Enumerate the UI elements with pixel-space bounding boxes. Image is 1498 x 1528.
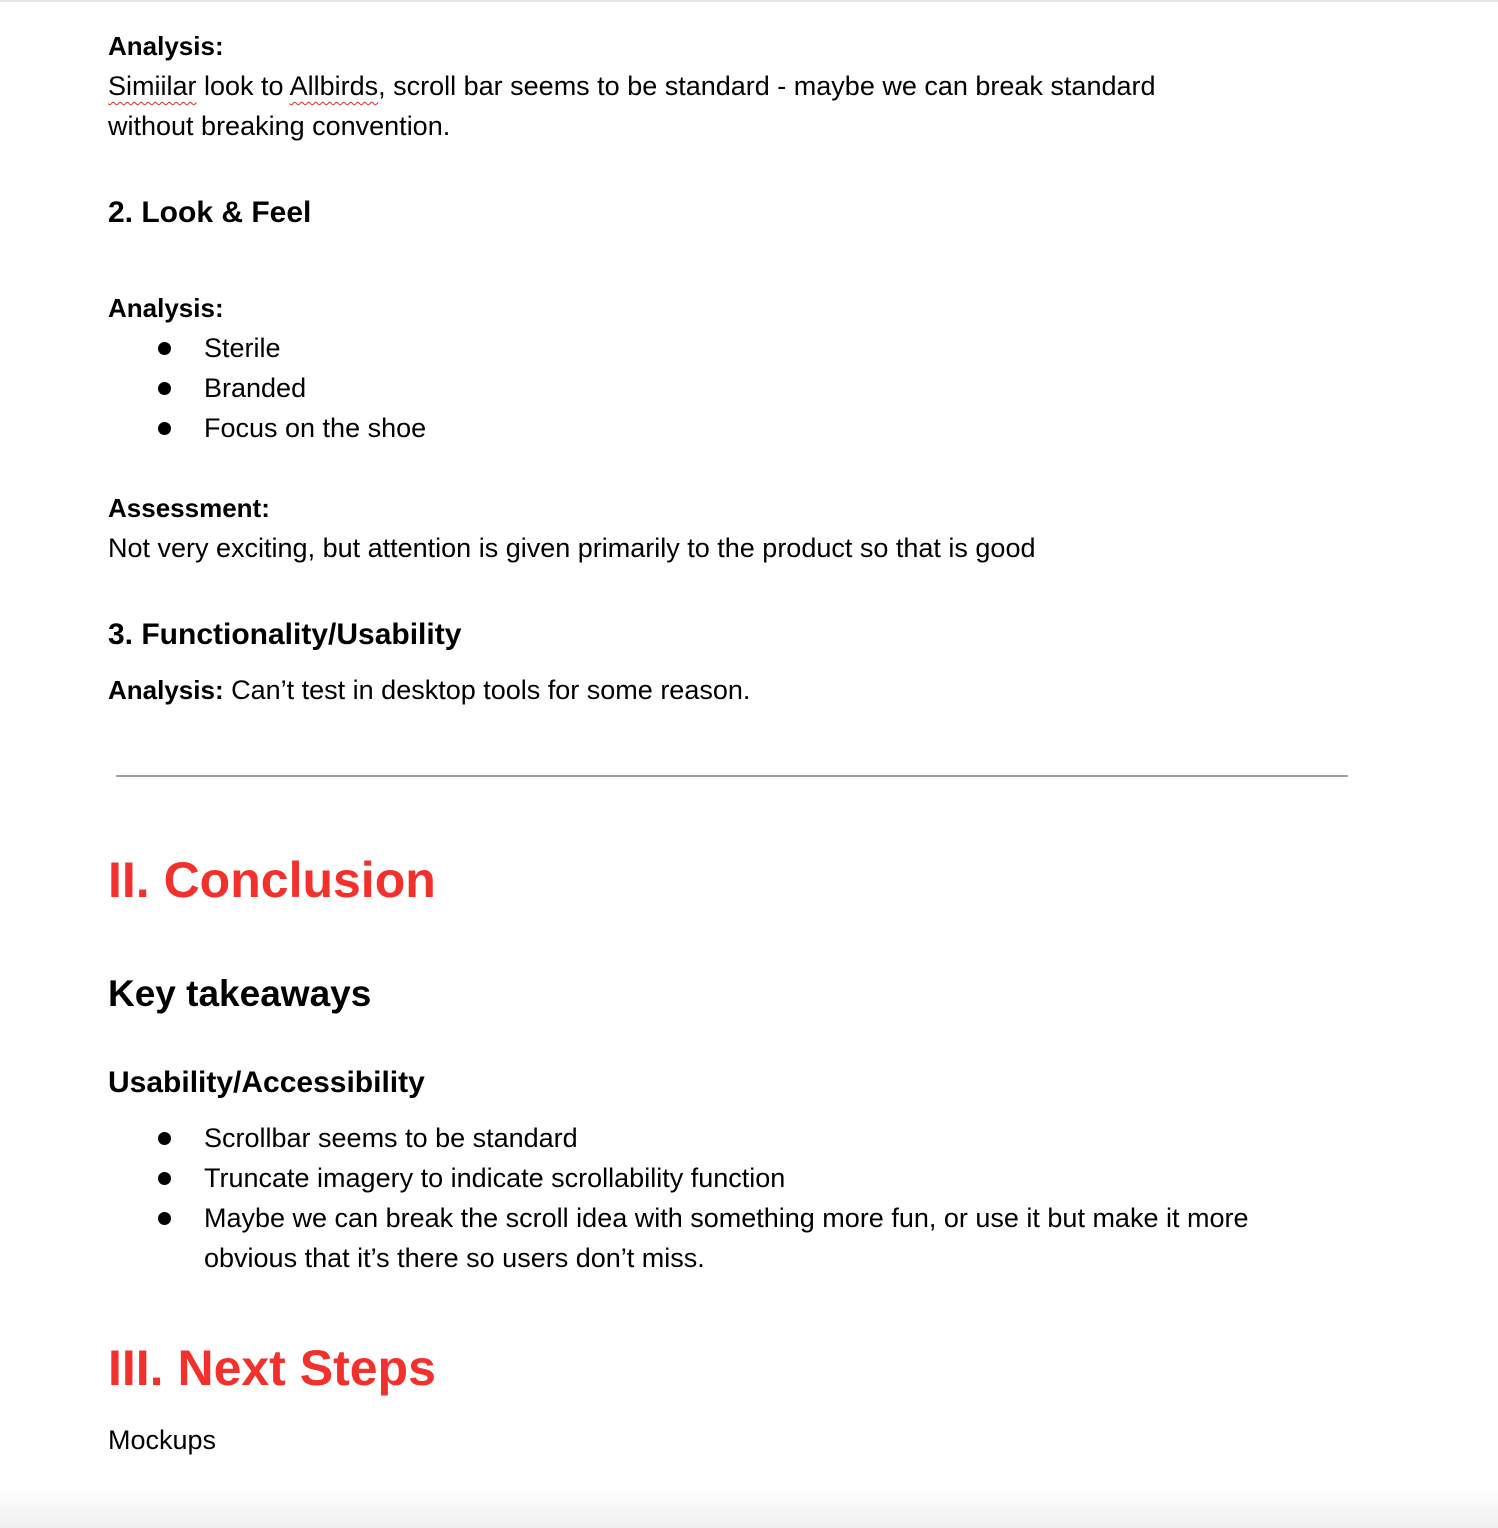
list-item	[108, 328, 426, 368]
list-item	[108, 1198, 1248, 1278]
bullet-icon	[158, 1132, 171, 1145]
misspelled-word[interactable]: Simiilar	[108, 71, 197, 101]
next-steps-heading: III. Next Steps	[108, 1340, 436, 1396]
bullet-icon	[158, 422, 171, 435]
bullet-icon	[158, 1212, 171, 1225]
list-item-text: Branded	[204, 373, 307, 403]
list-item-text: Focus on the shoe	[204, 413, 427, 443]
list-item-text-cont: obvious that it’s there so users don’t miss.	[204, 1243, 705, 1273]
analysis-label-2: Analysis:	[108, 293, 224, 323]
functionality-heading: 3. Functionality/Usability	[108, 618, 462, 651]
assessment-text: Not very exciting, but attention is given primarily to the product so that is good	[108, 533, 1036, 563]
list-item-text: Scrollbar seems to be standard	[204, 1123, 578, 1153]
text-run: look to	[196, 71, 290, 101]
text-run: Can’t test in desktop tools for some reason.	[223, 675, 751, 705]
analysis-text-3	[108, 670, 750, 710]
list-item-text: Truncate imagery to indicate scrollability function	[204, 1163, 786, 1193]
look-feel-heading: 2. Look & Feel	[108, 196, 312, 229]
assessment-label: Assessment:	[108, 493, 270, 523]
analysis-text-1-cont: without breaking convention.	[108, 111, 451, 141]
list-item	[108, 1158, 1248, 1198]
conclusion-heading: II. Conclusion	[108, 852, 436, 908]
bullet-icon	[158, 382, 171, 395]
page-bottom-shadow	[0, 1488, 1498, 1528]
usability-accessibility-heading: Usability/Accessibility	[108, 1066, 425, 1099]
analysis-label-3: Analysis:	[108, 675, 224, 705]
bullet-icon	[158, 1172, 171, 1185]
misspelled-word[interactable]: Allbirds	[289, 71, 379, 101]
list-item	[108, 1118, 1248, 1158]
bullet-icon	[158, 342, 171, 355]
takeaways-list	[108, 1118, 1248, 1278]
analysis-label-1: Analysis:	[108, 31, 224, 61]
key-takeaways-heading: Key takeaways	[108, 973, 372, 1014]
look-feel-list	[108, 328, 426, 448]
horizontal-divider	[116, 775, 1348, 777]
list-item-text: Maybe we can break the scroll idea with something more fun, or use it but make it more	[204, 1203, 1249, 1233]
next-steps-text: Mockups	[108, 1425, 217, 1455]
analysis-text-1	[108, 66, 1156, 106]
list-item-text: Sterile	[204, 333, 281, 363]
list-item	[108, 368, 426, 408]
list-item	[108, 408, 426, 448]
page-top-edge	[0, 0, 1498, 2]
text-run: , scroll bar seems to be standard - maybe we can break standard	[378, 71, 1156, 101]
